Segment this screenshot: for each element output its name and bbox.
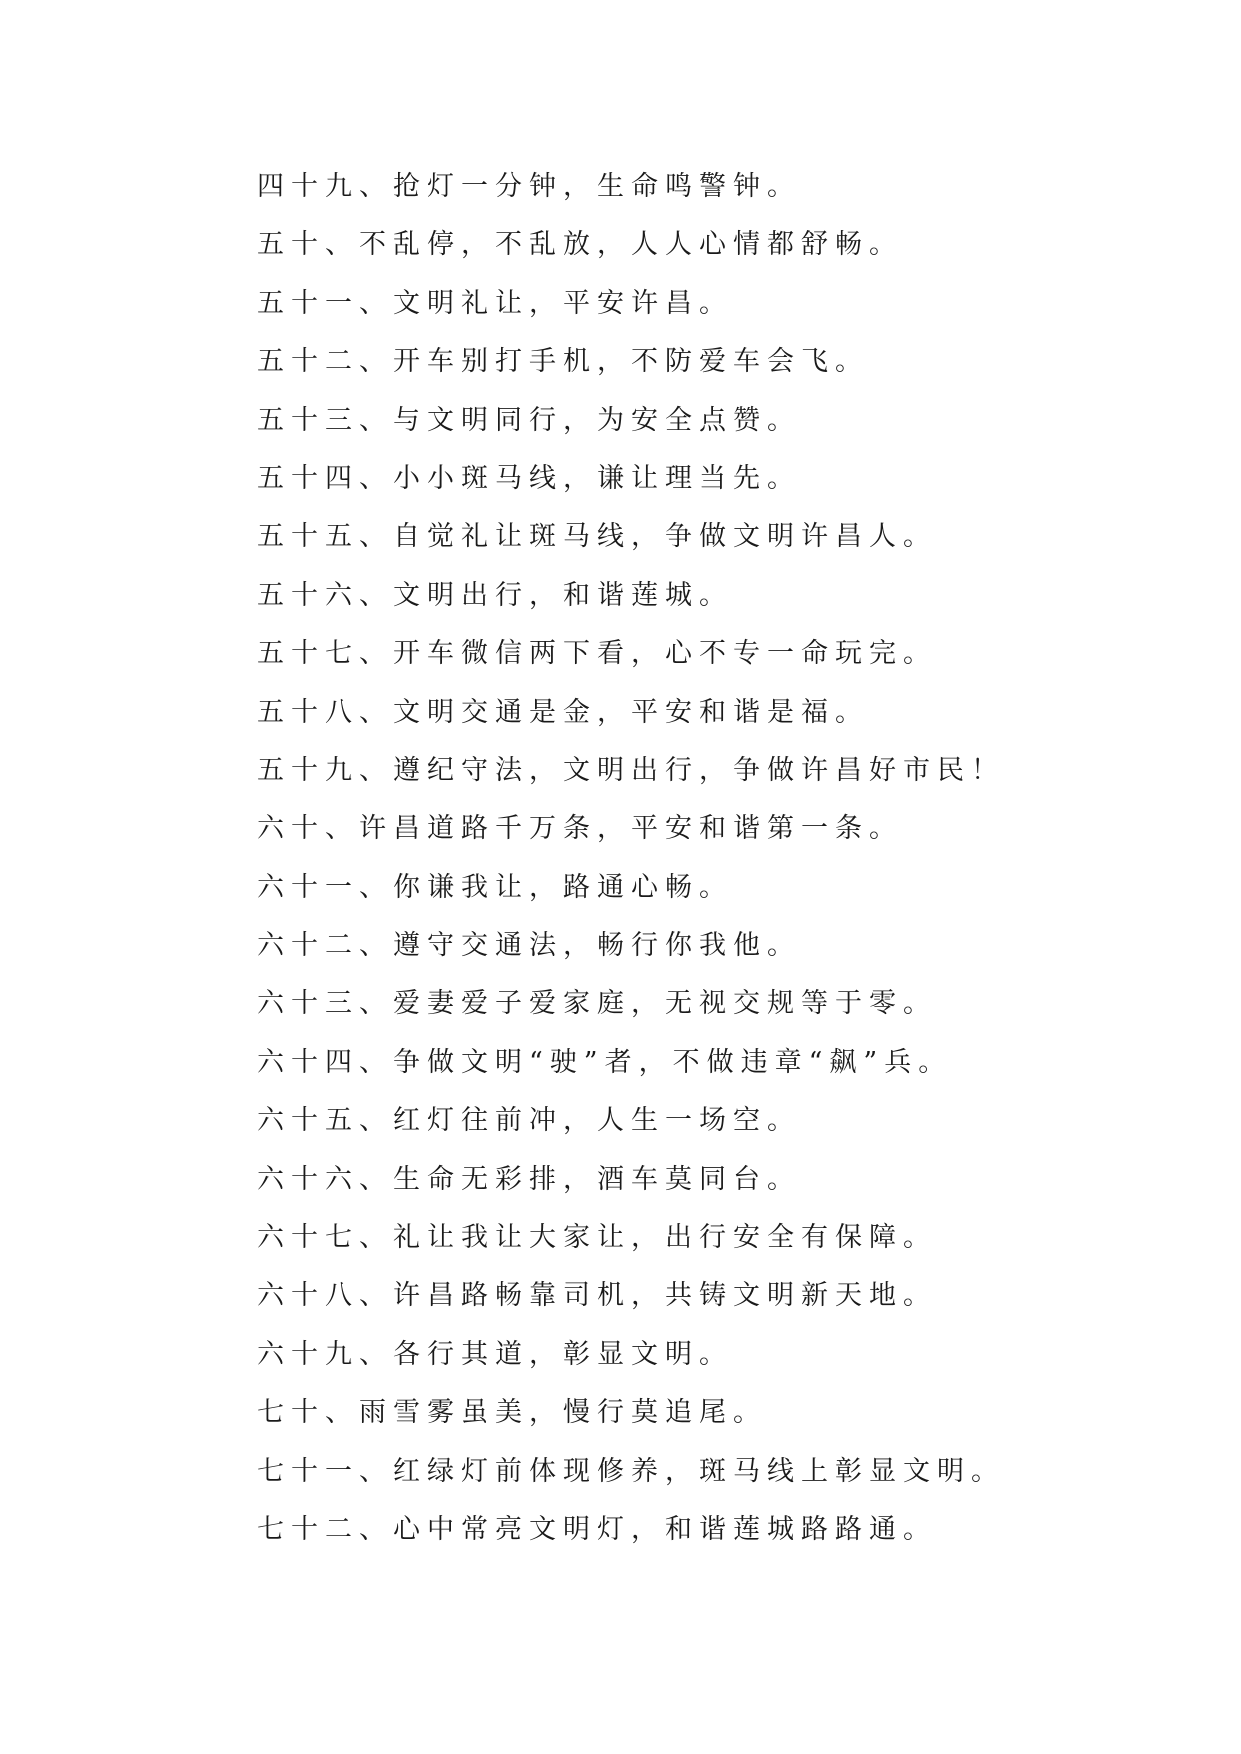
slogan-line: 六十二、遵守交通法，畅行你我他。 (257, 930, 801, 962)
slogan-line: 六十一、你谦我让，路通心畅。 (257, 871, 733, 903)
slogan-list (257, 158, 1157, 1559)
slogan-line: 五十八、文明交通是金，平安和谐是福。 (257, 696, 869, 728)
slogan-line: 五十一、文明礼让，平安许昌。 (257, 287, 733, 319)
slogan-line: 四十九、抢灯一分钟，生命鸣警钟。 (257, 171, 801, 202)
slogan-line: 七十、雨雪雾虽美，慢行莫追尾。 (257, 1397, 767, 1429)
slogan-line: 六十八、许昌路畅靠司机，共铸文明新天地。 (257, 1280, 937, 1312)
slogan-line: 五十七、开车微信两下看，心不专一命玩完。 (257, 638, 937, 670)
slogan-line: 六十三、爱妻爱子爱家庭，无视交规等于零。 (257, 988, 937, 1020)
slogan-line: 五十二、开车别打手机，不防爱车会飞。 (257, 346, 869, 378)
slogan-line: 六十、许昌道路千万条，平安和谐第一条。 (257, 813, 903, 845)
slogan-line: 五十五、自觉礼让斑马线，争做文明许昌人。 (257, 521, 937, 553)
slogan-line: 五十九、遵纪守法，文明出行，争做许昌好市民！ (257, 754, 1005, 786)
slogan-line: 六十七、礼让我让大家让，出行安全有保障。 (257, 1222, 937, 1254)
slogan-line: 五十、不乱停，不乱放，人人心情都舒畅。 (257, 229, 903, 261)
slogan-line: 五十三、与文明同行，为安全点赞。 (257, 404, 801, 436)
slogan-line: 五十四、小小斑马线，谦让理当先。 (257, 462, 801, 494)
slogan-line: 五十六、文明出行，和谐莲城。 (257, 579, 733, 611)
slogan-line: 六十五、红灯往前冲，人生一场空。 (257, 1105, 801, 1137)
slogan-line: 七十一、红绿灯前体现修养，斑马线上彰显文明。 (257, 1455, 1005, 1487)
slogan-line: 六十四、争做文明“驶”者，不做违章“飙”兵。 (257, 1046, 953, 1078)
slogan-line: 六十九、各行其道，彰显文明。 (257, 1338, 733, 1370)
slogan-line: 六十六、生命无彩排，酒车莫同台。 (257, 1163, 801, 1195)
slogan-line: 七十二、心中常亮文明灯，和谐莲城路路通。 (257, 1513, 937, 1545)
